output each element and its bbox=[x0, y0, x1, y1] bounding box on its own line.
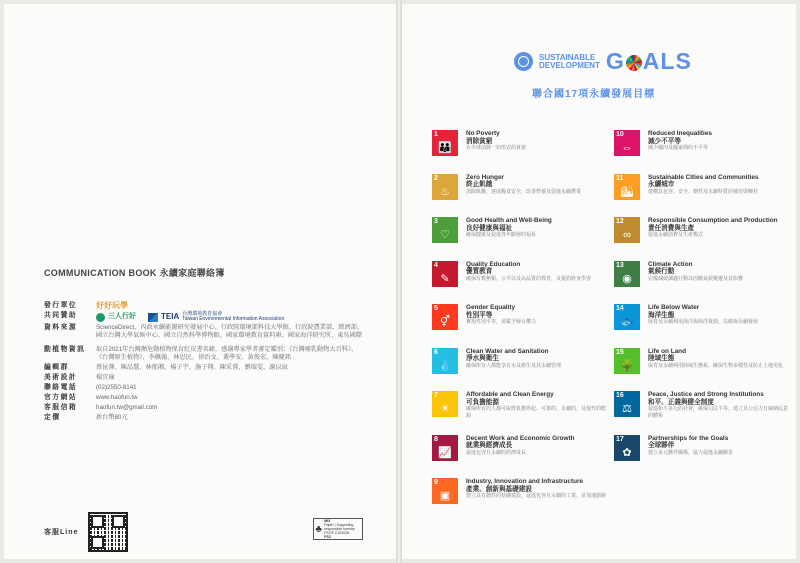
sdg-goal-3 bbox=[432, 217, 607, 243]
sdg-goal-number: 13 bbox=[616, 261, 624, 269]
buildings-icon: 🏙 bbox=[620, 185, 634, 198]
sdg-goal-zh: 海洋生態 bbox=[648, 311, 675, 319]
sdg-goal-desc: 確保所有人都能享有水及衛生及其永續管理 bbox=[466, 362, 562, 369]
left-page bbox=[4, 4, 396, 559]
sdg-goal-number: 6 bbox=[434, 348, 438, 356]
teia-logo-icon bbox=[148, 313, 158, 322]
sdg-goal-2 bbox=[432, 174, 607, 200]
sdg-goal-desc: 保育及永續利用陸域生態系，確保生物多樣性及防止土地劣化 bbox=[648, 362, 784, 369]
sdg-goal-en: Decent Work and Economic Growth bbox=[466, 434, 575, 442]
sdg-goal-en: Good Health and Well-Being bbox=[466, 217, 552, 224]
sdg-goal-text bbox=[466, 478, 606, 504]
phone-label: 聯絡電話 bbox=[44, 384, 78, 391]
family-icon: 👪 bbox=[438, 142, 452, 154]
price-label: 定價 bbox=[44, 414, 61, 421]
sdg-goal-text bbox=[648, 261, 743, 287]
sdg-goal-8 bbox=[432, 435, 607, 461]
cubes-icon: ▣ bbox=[439, 490, 451, 502]
sdg-goal-en: Quality Education bbox=[466, 260, 521, 268]
qr-corner bbox=[91, 536, 104, 549]
source-label: 資料來源 bbox=[44, 324, 78, 331]
sdg-goal-desc: 確保有教無類、公平以及高品質的教育，及提倡終身學習 bbox=[466, 275, 592, 282]
sdg-goal-en: Gender Equality bbox=[466, 304, 516, 311]
price-value: 新台幣80元 bbox=[96, 414, 128, 421]
book-icon: ✎ bbox=[440, 272, 450, 285]
sdg-goal-tile bbox=[432, 348, 458, 374]
sdg-goal-number: 2 bbox=[434, 174, 438, 182]
sdg-goal-number: 1 bbox=[434, 131, 438, 138]
line-qr-code[interactable] bbox=[88, 512, 128, 552]
sdg-goal-17 bbox=[614, 435, 789, 461]
sdg-goal-desc: 建構具包容、安全、韌性及永續特質的城市與鄉村 bbox=[648, 188, 759, 195]
sdg-goal-5 bbox=[432, 304, 607, 330]
sdg-goal-number: 15 bbox=[616, 348, 624, 356]
bowl-icon: ♨ bbox=[440, 185, 450, 198]
email-label: 客服信箱 bbox=[44, 404, 78, 411]
sdg-goal-zh: 性別平等 bbox=[466, 311, 493, 319]
sdg-goal-desc: 確保健康及促進各年齡層的福祉 bbox=[466, 232, 537, 238]
design-value: 楊宜瑜 bbox=[96, 374, 115, 381]
sdg-goal-en: Responsible Consumption and Production bbox=[648, 217, 778, 224]
sanrou-logo-icon bbox=[96, 313, 105, 322]
sdg-goal-text bbox=[466, 261, 591, 287]
sdg-goal-en: Life Below Water bbox=[648, 304, 700, 311]
sdg-goal-text bbox=[648, 391, 789, 419]
design-label: 美術設計 bbox=[44, 374, 78, 381]
editors-row bbox=[44, 364, 364, 372]
sdg-goal-14 bbox=[614, 304, 789, 330]
sdg-goal-tile bbox=[432, 261, 458, 287]
sdg-goal-16 bbox=[614, 391, 789, 419]
sdg-goal-4 bbox=[432, 261, 607, 287]
sdg-goal-text bbox=[466, 130, 526, 156]
source-value: ScienceDirect、內政永續能源研究發展中心、行政院環境部科技大學館、行政院農業部、經濟部、國立台灣大學氣候中心、國立自然科學博物館、國家環境教育資料庫、國家海洋研究所、東吳國際 bbox=[96, 324, 364, 339]
sdg-goal-number: 4 bbox=[434, 261, 438, 269]
sdg-goal-text bbox=[648, 217, 778, 243]
sdg-goal-tile bbox=[432, 304, 458, 330]
sdg-goal-text bbox=[466, 304, 536, 330]
fsc-desc: Paper | Supporting responsible forestry bbox=[324, 523, 355, 531]
website-label: 官方網站 bbox=[44, 394, 78, 401]
sdg-goal-text bbox=[648, 304, 758, 330]
sdg-goal-10 bbox=[614, 130, 789, 156]
publisher-row bbox=[44, 302, 364, 310]
sdg-word-bottom: DEVELOPMENT bbox=[539, 60, 600, 70]
sdg-header bbox=[514, 48, 692, 75]
sdg-goal-tile bbox=[432, 478, 458, 504]
fsc-code: FSC® C103036 bbox=[324, 531, 350, 535]
sdg-goal-zh: 全球夥伴 bbox=[648, 442, 675, 449]
sdg-goal-tile bbox=[614, 174, 640, 200]
sdg-goal-desc: 確保所有的人都可取得負擔得起、可靠的、永續的，及現代的能源 bbox=[466, 406, 607, 419]
sdg-goal-number: 16 bbox=[616, 392, 624, 399]
sdg-goal-number: 17 bbox=[616, 435, 624, 443]
sanrou-logo: 三人行好 bbox=[96, 313, 136, 322]
sdg-goal-text bbox=[648, 174, 758, 200]
phone-row bbox=[44, 384, 364, 392]
publisher-logo bbox=[96, 302, 364, 310]
sdg-goal-en: Partnerships for the Goals bbox=[648, 434, 729, 442]
sdg-goal-zh: 終止飢餓 bbox=[466, 181, 493, 188]
sdg-goal-text bbox=[466, 435, 575, 461]
line-contact bbox=[44, 512, 128, 552]
sun-icon: ☀ bbox=[440, 403, 450, 415]
gender-icon: ⚥ bbox=[440, 316, 450, 328]
sdg-goal-tile bbox=[614, 304, 640, 330]
sponsor-label: 共同贊助 bbox=[44, 312, 78, 319]
sdg-goal-zh: 責任消費與生產 bbox=[648, 224, 695, 232]
sdg-goal-desc: 建立具有韌性的基礎建設，促進包容且永續的工業，並加速創新 bbox=[466, 493, 607, 499]
sdg-goal-13 bbox=[614, 261, 789, 287]
editors-label: 編輯群 bbox=[44, 364, 69, 371]
sdg-goal-zh: 就業與經濟成長 bbox=[466, 442, 513, 449]
sdg-goal-zh: 消除貧窮 bbox=[466, 137, 493, 145]
infinity-icon: ∞ bbox=[623, 229, 631, 241]
species-label: 動植物資訊 bbox=[44, 346, 86, 353]
sdg-goal-1 bbox=[432, 130, 607, 156]
sdg-goal-text bbox=[648, 130, 712, 156]
sdg-wheel-icon bbox=[626, 55, 642, 71]
sdg-goal-zh: 陸域生態 bbox=[648, 355, 675, 362]
sdg-goal-zh: 氣候行動 bbox=[648, 268, 675, 275]
water-drop-icon: 💧 bbox=[438, 359, 452, 372]
sdg-goal-number: 8 bbox=[434, 435, 438, 443]
species-value: 取自2021年台灣瀕危動植物保育紅皮書名錄，感謝專家學者審定鑑別；《台灣哺乳動物大百科》、《台灣原生植物》、李佩翰、林思民、徐治文、蓋學安、黃俊宏、陳慶銘 bbox=[96, 346, 358, 361]
sdg-goal-text bbox=[648, 348, 783, 374]
publisher-label: 發行單位 bbox=[44, 302, 78, 309]
sdg-goal-tile bbox=[614, 261, 640, 287]
sdg-goal-tile bbox=[432, 174, 458, 200]
un-emblem-icon bbox=[514, 52, 533, 71]
sdg-goal-number: 10 bbox=[616, 131, 624, 138]
sdg-goal-zh: 永續城市 bbox=[648, 181, 675, 188]
sdg-goal-desc: 建立多元夥伴關係，協力促進永續願景 bbox=[648, 449, 734, 456]
sdg-goal-zh: 良好健康與福祉 bbox=[466, 224, 513, 232]
email-row bbox=[44, 404, 364, 412]
sdg-goal-number: 9 bbox=[434, 479, 438, 486]
sdg-subtitle: 聯合國17項永續發展目標 bbox=[532, 89, 656, 100]
sdg-goal-12 bbox=[614, 217, 789, 243]
teia-logo: TEIA 台灣環境教育協會 Taiwan Environmental Information Association bbox=[148, 312, 284, 322]
sdg-goal-en: Zero Hunger bbox=[466, 173, 504, 181]
sdg-goal-tile bbox=[614, 391, 640, 417]
sdg-goal-tile bbox=[432, 217, 458, 243]
design-row bbox=[44, 374, 364, 382]
heartbeat-icon: ♡ bbox=[440, 229, 450, 241]
sdg-goal-desc: 在全球消除一切形式的貧窮 bbox=[466, 145, 527, 151]
sdg-wordmark bbox=[539, 54, 600, 70]
line-label: 客服Line bbox=[44, 529, 79, 536]
sdg-goal-number: 12 bbox=[616, 218, 624, 225]
sdg-goal-7 bbox=[432, 391, 607, 419]
book-title: COMMUNICATION BOOK 永續家庭聯絡簿 bbox=[44, 268, 225, 278]
sdg-goal-desc: 消除飢餓，達成糧食安全，改善營養及促進永續農業 bbox=[466, 188, 582, 195]
fsc-brand: FSC bbox=[324, 535, 332, 539]
goals-wordmark: G ALS bbox=[605, 48, 692, 74]
equality-icon: ⇔ bbox=[621, 142, 633, 154]
fish-icon: 🐟 bbox=[620, 316, 634, 328]
haofun-logo: 好好玩學 bbox=[96, 301, 128, 310]
sdg-goal-desc: 保育及永續利用海洋與海洋資源，以確保永續發展 bbox=[648, 319, 759, 325]
fsc-mix: MIX bbox=[324, 519, 331, 523]
credits-block bbox=[44, 302, 364, 424]
sdg-goal-11 bbox=[614, 174, 789, 200]
sdg-goal-desc: 實現性別平等，並賦予婦女權力 bbox=[466, 319, 537, 325]
sdg-goal-en: No Poverty bbox=[466, 130, 500, 137]
qr-corner bbox=[112, 515, 125, 528]
sdg-goal-zh: 可負擔能源 bbox=[466, 398, 499, 406]
sdg-goal-number: 11 bbox=[616, 174, 624, 182]
sdg-goal-zh: 減少不平等 bbox=[648, 137, 681, 145]
sdg-goal-tile bbox=[432, 435, 458, 461]
sdg-goal-zh: 優質教育 bbox=[466, 268, 493, 275]
sdg-goal-tile bbox=[614, 217, 640, 243]
sdg-goal-en: Clean Water and Sanitation bbox=[466, 347, 549, 355]
source-row bbox=[44, 324, 364, 340]
sdg-goal-9 bbox=[432, 478, 607, 504]
sdg-goal-text bbox=[466, 391, 607, 419]
fsc-label bbox=[313, 518, 363, 540]
sdg-word-top: SUSTAINABLE bbox=[539, 52, 596, 62]
sdg-goal-6 bbox=[432, 348, 607, 374]
sdg-goal-en: Life on Land bbox=[648, 347, 686, 355]
sdg-goal-tile bbox=[614, 348, 640, 374]
sdg-goal-desc: 促進和平多元的社會，確保司法平等，建立具公信力且廣納民意的體系 bbox=[648, 406, 789, 419]
email-link[interactable]: haofun.tw@gmail.com bbox=[96, 404, 158, 411]
sdg-goal-en: Climate Action bbox=[648, 260, 693, 268]
sdg-goal-number: 14 bbox=[616, 305, 624, 312]
website-row bbox=[44, 394, 364, 402]
sdg-goal-en: Reduced Inequalities bbox=[648, 130, 712, 137]
sdg-goal-number: 5 bbox=[434, 305, 438, 312]
sdg-goal-en: Affordable and Clean Energy bbox=[466, 391, 554, 398]
sdg-goal-desc: 減少國內及國家間的不平等 bbox=[648, 145, 709, 151]
sdg-goal-number: 3 bbox=[434, 218, 438, 225]
sdg-goal-tile bbox=[432, 391, 458, 417]
tree-icon: 🌳 bbox=[620, 359, 634, 372]
sdg-goal-text bbox=[648, 435, 733, 461]
species-row bbox=[44, 346, 364, 362]
website-link[interactable]: www.haofun.tw bbox=[96, 394, 138, 401]
sdg-goal-zh: 和平、正義與健全制度 bbox=[648, 398, 714, 406]
sdg-goal-desc: 促進包容且永續的經濟成長 bbox=[466, 449, 527, 456]
sdg-goal-text bbox=[466, 217, 552, 243]
sdg-goal-en: Peace, Justice and Strong Institutions bbox=[648, 391, 764, 398]
qr-corner bbox=[91, 515, 104, 528]
sdg-goal-15 bbox=[614, 348, 789, 374]
sdg-goal-tile bbox=[432, 130, 458, 156]
flower-icon: ✿ bbox=[622, 446, 632, 459]
sdg-goal-zh: 淨水與衛生 bbox=[466, 355, 499, 362]
sdg-goal-text bbox=[466, 348, 561, 374]
sdg-goal-desc: 完備減緩調適行動以因應氣候變遷及其影響 bbox=[648, 275, 744, 282]
sdg-goal-en: Industry, Innovation and Infrastructure bbox=[466, 478, 584, 485]
eye-globe-icon: ◉ bbox=[622, 272, 632, 285]
sdg-goal-text bbox=[466, 174, 581, 200]
sdg-goal-en: Sustainable Cities and Communities bbox=[648, 173, 759, 181]
sponsor-logos bbox=[96, 312, 364, 322]
fsc-tree-icon: ♣ bbox=[315, 523, 322, 535]
price-row bbox=[44, 414, 364, 422]
sdg-goal-tile bbox=[614, 130, 640, 156]
sdg-goal-number: 7 bbox=[434, 392, 438, 399]
sdg-goal-tile bbox=[614, 435, 640, 461]
dove-icon: ⚖ bbox=[622, 403, 632, 415]
sponsor-row bbox=[44, 312, 364, 322]
sdg-goal-desc: 促進永續消費及生產模式 bbox=[648, 232, 704, 238]
editors-value: 蔡昆澤、陳品慧、林郁湘、楊子宇、施子翔、陳采蓉、劉瑞雯、謝以宸 bbox=[96, 364, 288, 371]
growth-chart-icon: 📈 bbox=[438, 446, 452, 459]
sdg-goal-zh: 產業、創新與基礎建設 bbox=[466, 485, 532, 493]
phone-value: (02)2550-8141 bbox=[96, 384, 137, 391]
